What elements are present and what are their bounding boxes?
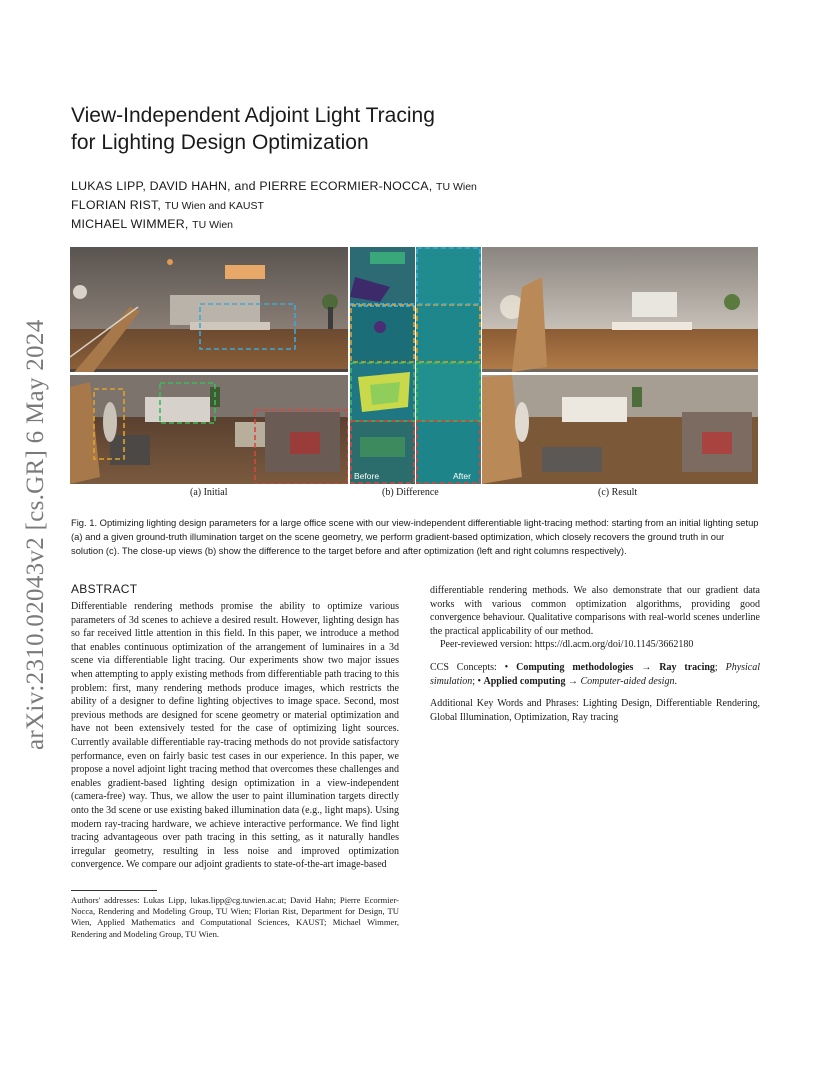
subcaption-result: (c) Result [598, 487, 638, 498]
after-label: After [453, 471, 471, 481]
paper-title [71, 102, 631, 156]
right-column [430, 584, 760, 724]
ccs-concepts: CCS Concepts: • Computing methodologies → Ray tracing; Physical simulation; • Applied computing → Computer-aided design. [430, 661, 761, 687]
figure-subcaptions [70, 487, 758, 501]
title-line-1: View-Independent Adjoint Light Tracing [71, 104, 435, 127]
difference-after-column [416, 247, 481, 484]
before-label: Before [354, 471, 380, 481]
teaser-figure [70, 247, 758, 484]
abstract-continuation: differentiable rendering methods. We also demonstrate that our gradient data works with various common optimization algorithms, providing good convergence behaviour. Qualitative comparisons with real-world scenes underline the practical applicability of our method. [430, 585, 760, 637]
author-block [71, 177, 671, 234]
initial-render-panel [70, 247, 348, 484]
arxiv-stamp: arXiv:2310.02043v2 [cs.GR] 6 May 2024 [22, 319, 49, 750]
title-line-2: for Lighting Design Optimization [71, 131, 369, 154]
keywords: Additional Key Words and Phrases: Lighting Design, Differentiable Rendering, Global Illumination, Optimization, Ray tracing [430, 698, 760, 723]
footnote-rule [71, 890, 157, 891]
abstract-column [71, 582, 399, 872]
abstract-heading: ABSTRACT [71, 582, 138, 596]
peer-reviewed-line: Peer-reviewed version: https://dl.acm.org/doi/10.1145/3662180 [440, 639, 694, 651]
author-line-3: MICHAEL WIMMER, TU Wien [71, 217, 233, 231]
subcaption-difference: (b) Difference [382, 487, 439, 498]
figure-caption: Fig. 1. Optimizing lighting design parameters for a large office scene with our view-independent differentiable light-tracing method: starting from an initial lighting setup (a) and a given ground-truth illumination target on the scene geometry, we perform gradient-based optimization, which closely recovers the ground truth in our solution (c). The close-up views (b) show the difference to the target before and after optimization (left and right columns respectively). [71, 517, 759, 556]
author-addresses-footnote: Authors' addresses: Lukas Lipp, lukas.lipp@cg.tuwien.ac.at; David Hahn; Pierre Ecormier-Nocca, Rendering and Modeling Group, TU Wien; Florian Rist, Department for Design, TU Wien, Applied Mathematics and Computational Sciences, KAUST; Michael Wimmer, Rendering and Modeling Group, TU Wien. [71, 895, 399, 939]
result-render-panel [482, 247, 758, 484]
difference-before-column [350, 247, 415, 484]
author-line-1: LUKAS LIPP, DAVID HAHN, and PIERRE ECORMIER-NOCCA, TU Wien [71, 179, 477, 193]
author-line-2: FLORIAN RIST, TU Wien and KAUST [71, 198, 264, 212]
abstract-text: Differentiable rendering methods promise the ability to optimize various parameters of 3d scenes to achieve a desired result. However, lighting design has so far received little attention in this field. In this paper, we introduce a method that enables continuous optimization of the arrangement of luminaires in a 3d scene via differentiable light tracing. Our experiments show two major issues when attempting to apply existing methods from differentiable path tracing to this problem: first, many rendering methods produce images, which restricts the ability of a designer to define lighting objectives to image space. Second, most previous methods are designed for scene geometry or material optimization and have not been extensively tested for the case of optimizing light sources. Currently available differentiable ray-tracing methods do not provide satisfactory performance, even on fairly basic test cases in our experience. In this paper, we propose a novel adjoint light tracing method that overcomes these challenges and enables gradient-based lighting design optimization in a view-independent (camera-free) way. Thus, we allow the user to paint illumination targets directly onto the 3d scene or use existing baked illumination data (e.g., light maps). Using modern ray-tracing hardware, we achieve interactive performance. We find light tracing advantageous over path tracing in this setting, as it naturally handles irregular geometry, resulting in less noise and improved optimization convergence. We compare our adjoint gradients to state-of-the-art image-based [71, 601, 399, 871]
subcaption-initial: (a) Initial [190, 487, 228, 498]
